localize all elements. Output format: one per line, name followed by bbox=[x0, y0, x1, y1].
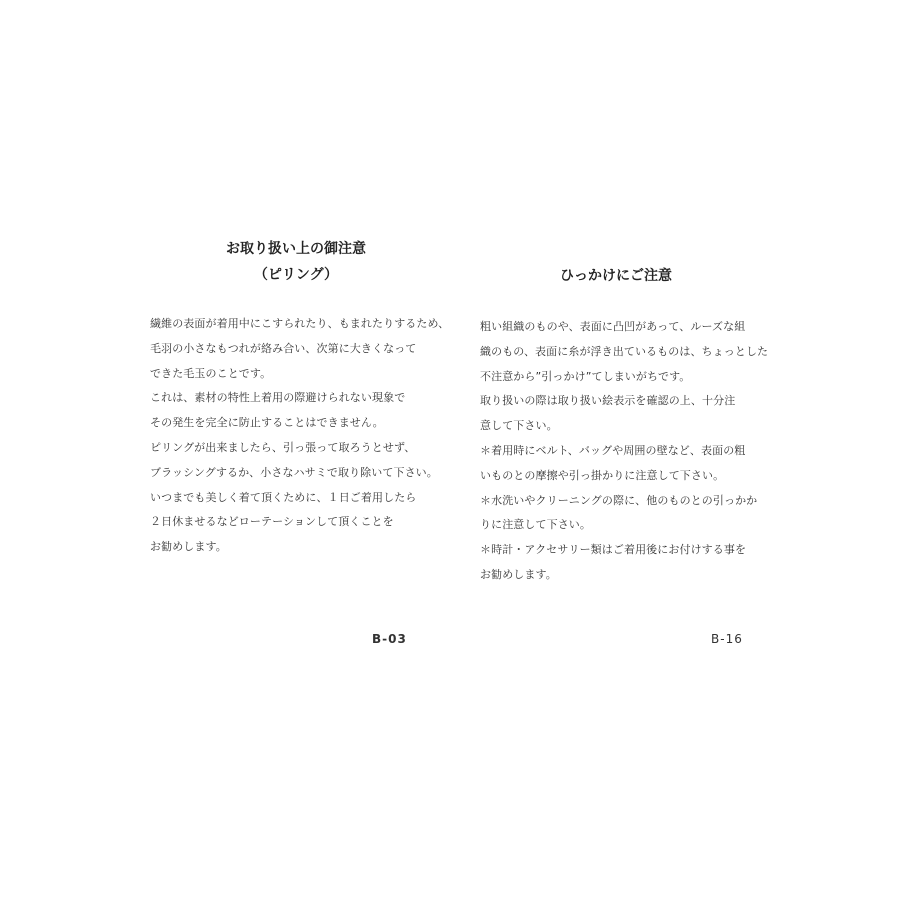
body-line: お勧めします。 bbox=[150, 540, 227, 554]
pilling-care-panel bbox=[150, 236, 450, 560]
body-line: りに注意して下さい。 bbox=[480, 518, 591, 532]
body-line: 繊維の表面が着用中にこすられたり、もまれたりするため、 bbox=[150, 317, 450, 330]
snag-care-panel bbox=[480, 263, 769, 588]
body-line: 粗い組織のものや、表面に凸凹があって、ルーズな組 bbox=[480, 320, 746, 333]
snag-code-label: B-16 bbox=[711, 632, 743, 646]
body-line: ＊着用時にベルト、バッグや周囲の壁など、表面の粗 bbox=[480, 443, 746, 457]
snag-title: ひっかけにご注意 bbox=[560, 268, 672, 284]
body-line: いつまでも美しく着て頂くために、１日ご着用したら bbox=[150, 490, 417, 504]
body-line: ＊時計・アクセサリー類はご着用後にお付けする事を bbox=[480, 543, 747, 557]
pilling-title: お取り扱い上の御注意 bbox=[226, 241, 366, 257]
body-line: ＊水洗いやクリーニングの際に、他のものとの引っかか bbox=[480, 493, 758, 507]
body-line: 意して下さい。 bbox=[480, 419, 558, 433]
body-line: ブラッシングするか、小さなハサミで取り除いて下さい。 bbox=[150, 465, 438, 479]
body-line: いものとの摩擦や引っ掛かりに注意して下さい。 bbox=[480, 468, 725, 482]
pilling-subtitle: （ピリング） bbox=[253, 267, 339, 283]
body-line: できた毛玉のことです。 bbox=[150, 366, 272, 380]
body-line: ピリングが出来ましたら、引っ張って取ろうとせず、 bbox=[150, 440, 416, 454]
snag-body bbox=[480, 315, 769, 588]
pilling-body bbox=[150, 312, 450, 560]
body-line: 織のもの、表面に糸が浮き出ているものは、ちょっとした bbox=[480, 344, 769, 358]
body-line: お勧めします。 bbox=[480, 567, 557, 581]
pilling-code-label: B-03 bbox=[372, 632, 407, 646]
body-line: 毛羽の小さなもつれが絡み合い、次第に大きくなって bbox=[150, 341, 417, 355]
body-line: その発生を完全に防止することはできません。 bbox=[150, 416, 384, 430]
body-line: ２日休ませるなどローテーションして頂くことを bbox=[150, 515, 394, 529]
snag-heading bbox=[480, 263, 752, 289]
body-line: 取り扱いの際は取り扱い絵表示を確認の上、十分注 bbox=[480, 394, 736, 408]
pilling-heading bbox=[150, 236, 442, 288]
body-line: これは、素材の特性上着用の際避けられない現象で bbox=[150, 391, 406, 405]
body-line: 不注意から”引っかけ”てしまいがちです。 bbox=[480, 369, 691, 383]
